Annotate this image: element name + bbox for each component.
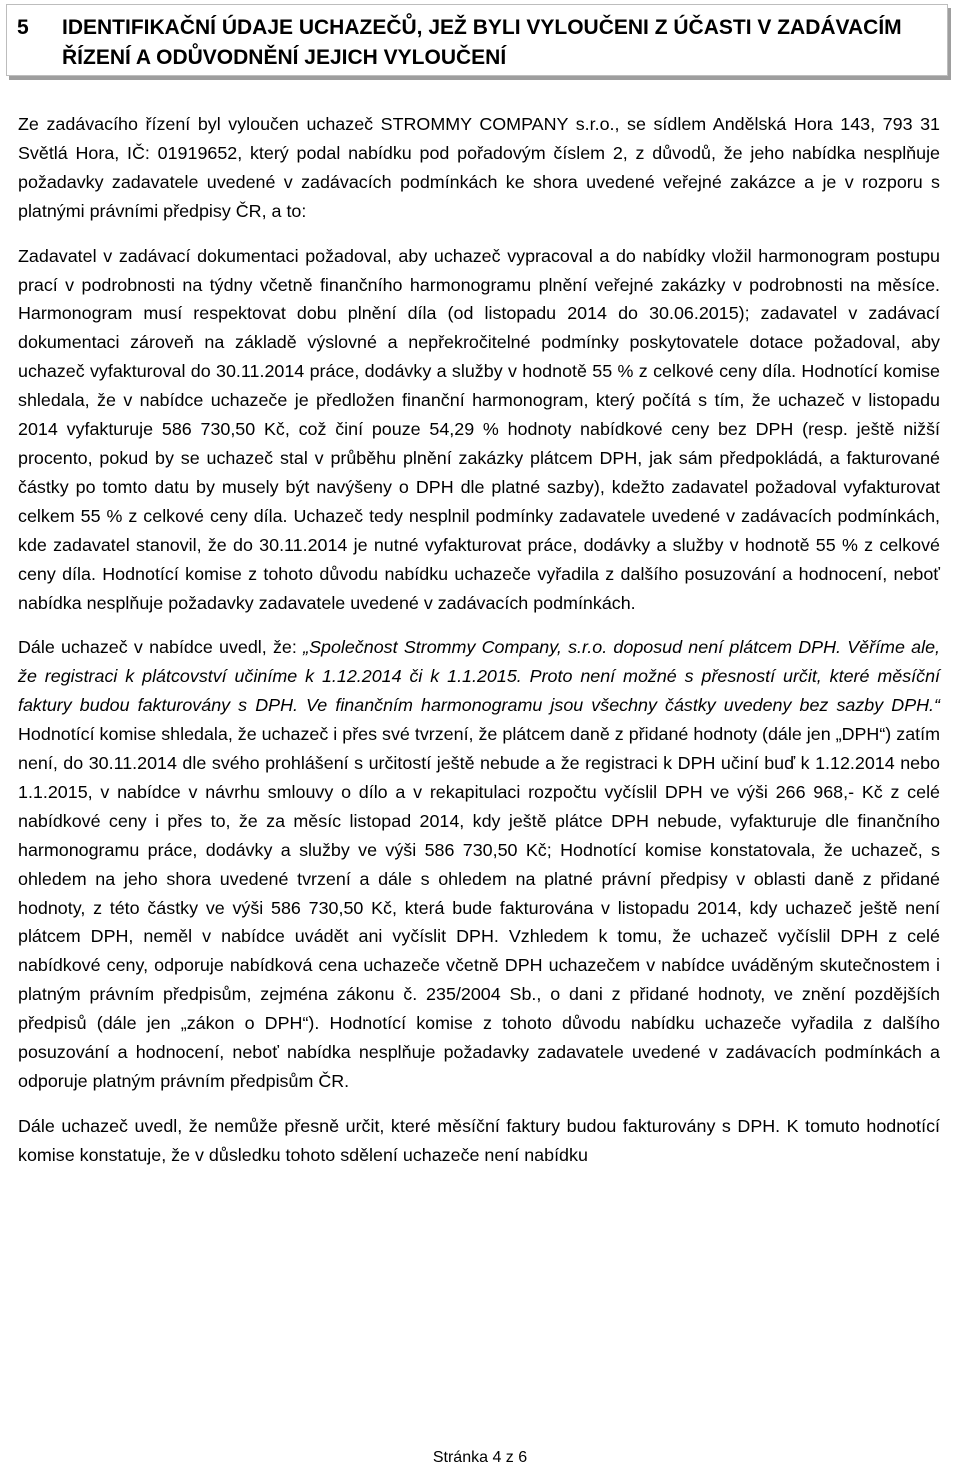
paragraph-excluded-bidder: Ze zadávacího řízení byl vyloučen uchazeč STROMMY COMPANY s.r.o., se sídlem Andělská Hora 143, 793 31 Světlá Hora, IČ: 01919652, který podal nabídku pod pořadovým číslem 2, z důvodů, že jeho nabídka nesplňuje požadavky zadavatele uvedené v zadávacích podmínkách ke shora uvedené veřejné zakázce a je v rozporu s platnými právními předpisy ČR, a to:	[18, 114, 940, 221]
section-number: 5	[17, 16, 29, 39]
section-title: IDENTIFIKAČNÍ ÚDAJE UCHAZEČŮ, JEŽ BYLI VYLOUČENI Z ÚČASTI V ZADÁVACÍM ŘÍZENÍ A ODŮVODNĚNÍ JEJICH VYLOUČENÍ	[62, 16, 902, 69]
paragraph-vat-rest: Hodnotící komise shledala, že uchazeč i přes své tvrzení, že plátcem daně z přidané hodnoty (dále jen „DPH“) zatím není, do 30.11.2014 dle svého prohlášení s určitostí ještě nebude a že registraci k DPH učiní buď k 1.12.2014 nebo 1.1.2015, v nabídce v návrhu smlouvy o dílo a v rekapitulaci rozpočtu vyčíslil DPH ve výši 266 968,- Kč z celé nabídkové ceny i přes to, že za měsíc listopad 2014, kdy ještě plátce DPH nebude, vyfakturuje dle finančního harmonogramu práce, dodávky a služby ve výši 586 730,50 Kč; Hodnotící komise konstatovala, že uchazeč, s ohledem na jeho shora uvedené tvrzení a dále s ohledem na platné právní předpisy v oblasti daně z přidané hodnoty, z této částky ve výši 586 730,50 Kč, která bude fakturována v listopadu 2014, kdy uchazeč ještě není plátcem DPH, neměl v nabídce uvádět ani vyčíslit DPH. Vzhledem k tomu, že uchazeč vyčíslil DPH z celé nabídkové ceny, odporuje nabídková cena uchazeče včetně DPH uchazečem v nabídce uváděným skutečnostem i platným právním předpisům, zejména zákonu č. 235/2004 Sb., o dani z přidané hodnoty, ve znění pozdějších předpisů (dále jen „zákon o DPH“). Hodnotící komise z tohoto důvodu nabídku uchazeče vyřadila z dalšího posuzování a hodnocení, neboť nabídka nesplňuje požadavky zadavatele uvedené v zadávacích podmínkách a odporuje platným právním předpisům ČR.	[18, 724, 940, 1091]
paragraph-vat	[18, 633, 940, 1096]
paragraph-vat-lead: Dále uchazeč v nabídce uvedl, že:	[18, 637, 304, 658]
paragraph-harmonogram: Zadavatel v zadávací dokumentaci požadoval, aby uchazeč vypracoval a do nabídky vložil harmonogram postupu prací v podrobnosti na týdny včetně finančního harmonogramu plnění veřejné zakázky v podrobnosti na měsíce. Harmonogram musí respektovat dobu plnění díla (od listopadu 2014 do 30.06.2015); zadavatel v zadávací dokumentaci zároveň na základě výslovné a nepřekročitelné podmínky poskytovatele dotace požadoval, aby uchazeč vyfakturoval do 30.11.2014 práce, dodávky a služby v hodnotě 55 % z celkové ceny díla. Hodnotící komise shledala, že v nabídce uchazeče je předložen finanční harmonogram, který počítá s tím, že uchazeč v listopadu 2014 vyfakturuje 586 730,50 Kč, což činí pouze 54,29 % hodnoty nabídkové ceny bez DPH (resp. ještě nižší procento, pokud by se uchazeč stal v průběhu plnění zakázky plátcem DPH, jak sám předpokládá, a fakturované částky po tomto datu by musely být navýšeny o DPH dle platné sazby), kdežto zadavatel požadoval vyfakturovat celkem 55 % z celkové ceny díla. Uchazeč tedy nesplnil podmínky zadavatele uvedené v zadávacích podmínkách, kde zadavatel stanovil, že do 30.11.2014 je nutné vyfakturovat práce, dodávky a služby v hodnotě 55 % z celkové ceny díla. Hodnotící komise z tohoto důvodu nabídku uchazeče vyřadila z dalšího posuzování a hodnocení, neboť nabídka nesplňuje požadavky zadavatele uvedené v zadávacích podmínkách.	[18, 245, 940, 613]
paragraph-vat-quote: „Společnost Strommy Company, s.r.o. doposud není plátcem DPH. Věříme ale, že registraci k plátcovství učiníme k 1.12.2014 či k 1.1.2015. Proto není možné s přesností určit, které měsíční faktury budou fakturovány s DPH. Ve finančním harmonogramu jsou všechny částky uvedeny bez sazby DPH.“	[18, 637, 940, 716]
paragraph-invoices: Dále uchazeč uvedl, že nemůže přesně určit, které měsíční faktury budou fakturovány s DPH. K tomuto hodnotící komise konstatuje, že v důsledku tohoto sdělení uchazeče není nabídku	[18, 1115, 940, 1165]
page-footer: Stránka 4 z 6	[432, 1449, 528, 1466]
document-body	[18, 110, 940, 1186]
section-heading-box	[6, 4, 948, 76]
